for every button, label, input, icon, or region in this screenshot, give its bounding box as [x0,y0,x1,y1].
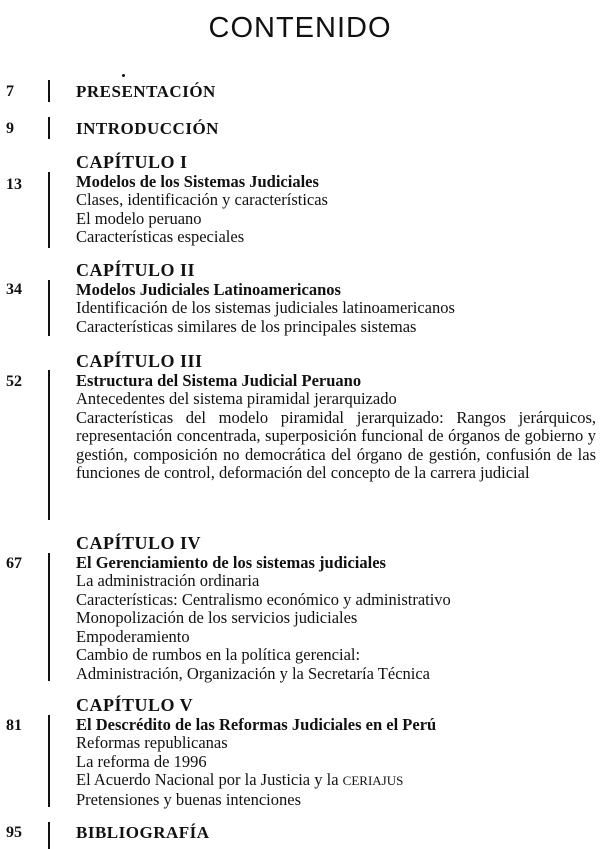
page-number: 13 [6,176,22,193]
chapter-item: Reformas republicanas [76,733,228,752]
entry-bibliografia[interactable]: BIBLIOGRAFÍA [76,823,210,842]
chapter-title[interactable]: Modelos Judiciales Latinoamericanos [76,280,341,299]
chapter-title[interactable]: Modelos de los Sistemas Judiciales [76,172,319,191]
acronym: CERIAJUS [342,773,404,788]
chapter-label: CAPÍTULO IV [76,533,202,553]
stray-dot [122,74,125,77]
page-title: CONTENIDO [208,12,392,44]
chapter-item: Características: Centralismo económico y administrativo [76,589,451,609]
chapter-item: El modelo peruano [76,208,202,228]
page-number: 95 [6,824,22,841]
chapter-1 [76,153,596,247]
chapter-label: CAPÍTULO I [76,152,188,172]
separator-line [48,553,50,681]
page-number: 52 [6,373,22,390]
chapter-item: Empoderamiento [76,626,190,646]
entry-presentacion[interactable]: PRESENTACIÓN [76,82,216,101]
separator-line [48,822,50,849]
chapter-item [76,771,596,791]
chapter-item: Características del modelo piramidal jerarquizado: Rangos jerárquicos, representación concentrada, superposición funcional de órganos de gobierno y gestión, composición no democrática del órgano de gestión, confusión de las funciones de control, deformación del concepto de la carrera judicial [76,407,596,482]
chapter-label: CAPÍTULO II [76,260,196,280]
separator-line [48,715,50,807]
chapter-item: La reforma de 1996 [76,751,207,771]
chapter-title[interactable]: El Descrédito de las Reformas Judiciales en el Perú [76,715,437,734]
chapter-item: Administración, Organización y la Secretaría Técnica [76,663,430,683]
chapter-item: Antecedentes del sistema piramidal jerarquizado [76,389,397,408]
page-number: 81 [6,717,22,734]
page-number: 34 [6,281,22,298]
chapter-item: Pretensiones y buenas intenciones [76,789,301,809]
chapter-label: CAPÍTULO III [76,351,203,371]
chapter-item: Características similares de los principales sistemas [76,316,417,336]
separator-line [48,80,50,102]
chapter-item-text: El Acuerdo Nacional por la Justicia y la [76,770,339,789]
separator-line [48,172,50,248]
page-number: 7 [6,83,14,100]
page-number: 67 [6,555,22,572]
chapter-title[interactable]: Estructura del Sistema Judicial Peruano [76,371,362,390]
chapter-5 [76,696,596,809]
chapter-item: Identificación de los sistemas judiciales latinoamericanos [76,298,455,317]
separator-line [48,117,50,139]
chapter-title[interactable]: El Gerenciamiento de los sistemas judiciales [76,553,386,572]
chapter-3 [76,352,596,483]
chapter-label: CAPÍTULO V [76,695,194,715]
chapter-item: Cambio de rumbos en la política gerencial: [76,645,361,664]
chapter-4 [76,534,596,683]
chapter-2 [76,261,596,336]
page-number: 9 [6,120,14,137]
chapter-item: Clases, identificación y características [76,190,328,209]
chapter-item: Características especiales [76,227,245,246]
separator-line [48,280,50,336]
separator-line [48,370,50,520]
chapter-item: Monopolización de los servicios judiciales [76,608,358,627]
chapter-item: La administración ordinaria [76,571,260,590]
entry-introduccion[interactable]: INTRODUCCIÓN [76,119,219,138]
